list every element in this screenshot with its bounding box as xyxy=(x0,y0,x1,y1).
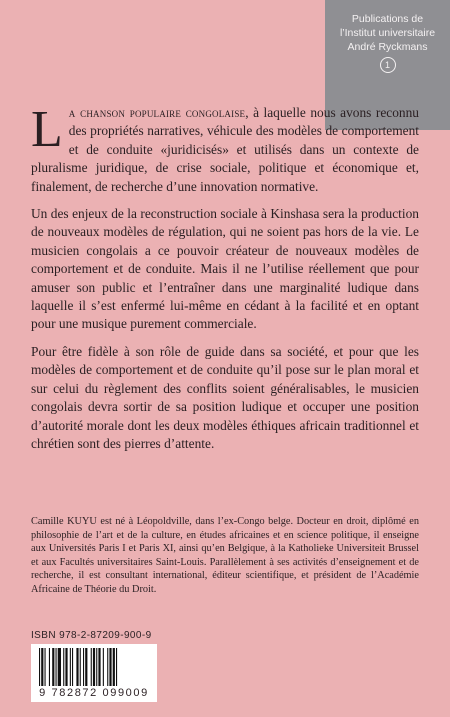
author-bio: Camille KUYU est né à Léopoldville, dans l’ex-Congo belge. Docteur en droit, diplômé en philosophie de l’art et de la culture, en études africaines et en science politique, il enseigne aux Universités Paris I et Paris XI, ainsi qu’en Belgique, à la Katholieke Universiteit Brussel et aux Facultés universitaires Saint-Louis. Parallèlement à ses activités d’enseignement et de recherche, il est consultant international, éditeur scientifique, et président de l’Académie Africaine de Théorie du Droit. xyxy=(31,516,419,595)
barcode xyxy=(31,644,157,702)
barcode-digits: 9 782872 099009 xyxy=(39,687,149,699)
series-line-2: l’Institut universitaire xyxy=(339,27,436,39)
paragraph-2: Un des enjeux de la reconstruction sociale à Kinshasa sera la production de nouveaux modèles de régulation, qui ne soient pas hors de la vie. Le musicien congolais a ce pouvoir créateur de nouveaux modèles de comportement et de conduite. Mais il ne l’utilise réellement que pour amuser son public et l’entraîner dans une marginalité ludique dans laquelle il s’est enfermé lui-même en cédant à la facilité et en optant pour une musique purement commerciale. xyxy=(31,206,419,332)
series-block xyxy=(325,12,450,73)
paragraph-3: Pour être fidèle à son rôle de guide dans sa société, et pour que les modèles de comportement et de conduite qu’il pose sur le plan moral et sur celui du règlement des conflits soient généralisables, le musicien congolais devra sortir de sa position ludique et occuper une position d’autorité morale dont les deux modèles éthiques africain traditionnel et chrétien sont des pierres d’attente. xyxy=(31,343,419,451)
series-line-1: Publications de xyxy=(351,13,424,25)
paragraph-1-text: , à laquelle nous avons reconnu des propriétés narratives, véhicule des modèles de comportement et de conduite «juridicisés» et utilisés dans un contexte de pluralisme juridique, de crise sociale, politique et économique et, finalement, de recherche d’une innovation normative. xyxy=(31,105,419,194)
series-line-3: André Ryckmans xyxy=(347,41,428,53)
back-cover-text xyxy=(31,101,419,462)
barcode-bars xyxy=(39,648,149,686)
lead-small-caps: a chanson populaire congolaise xyxy=(68,105,246,120)
drop-cap: L xyxy=(31,101,63,158)
paragraph-1 xyxy=(31,101,419,196)
isbn-label: ISBN 978-2-87209-900-9 xyxy=(31,630,152,641)
series-number-badge: 1 xyxy=(380,57,396,73)
